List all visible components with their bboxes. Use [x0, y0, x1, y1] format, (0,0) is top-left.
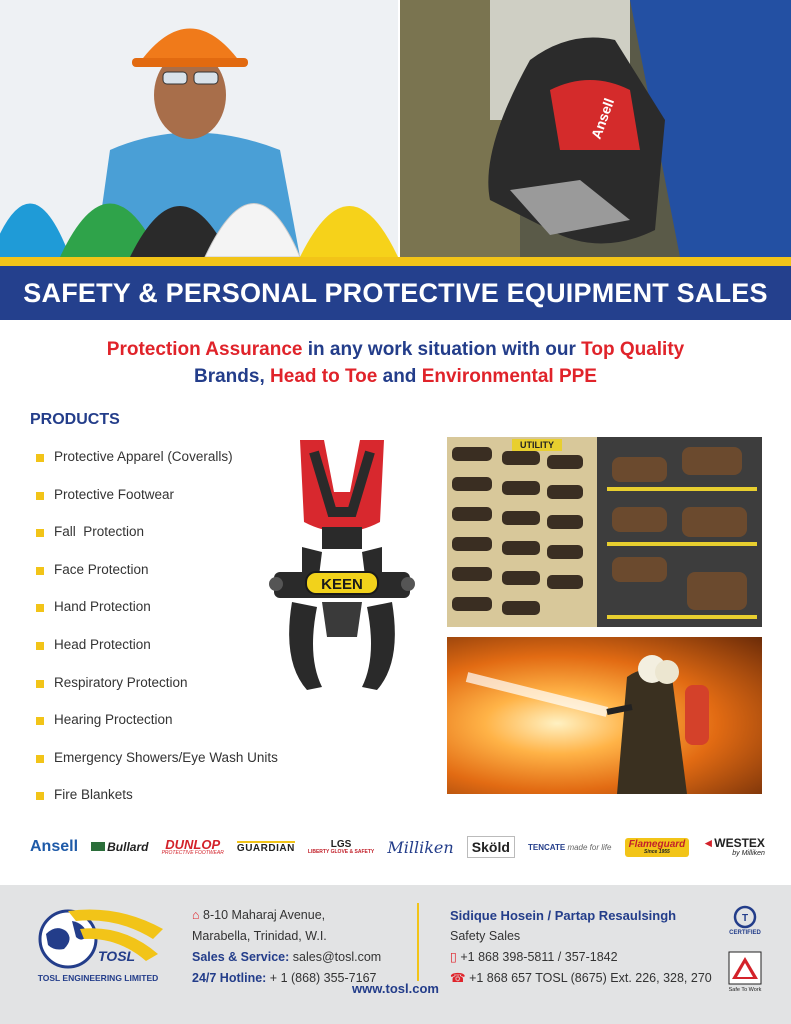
list-item: Fall Protection — [36, 524, 278, 562]
contact-names: Sidique Hosein / Partap Resaulsingh — [450, 908, 677, 923]
brand-skold: Sköld — [467, 836, 515, 858]
bullard-logo-icon — [91, 842, 105, 851]
square-bullet-icon — [36, 604, 44, 612]
tagline-brands: Brands, — [194, 366, 271, 387]
title-band — [0, 266, 791, 320]
square-bullet-icon — [36, 529, 44, 537]
home-icon: ⌂ — [192, 908, 200, 922]
svg-text:T: T — [741, 913, 749, 924]
photo-glove — [400, 0, 791, 257]
safe-to-work-label: Safe To Work — [728, 987, 762, 993]
tagline-protection-assurance: Protection Assurance — [106, 339, 303, 360]
tagline-environmental-ppe: Environmental PPE — [421, 366, 597, 387]
certification-badges — [724, 905, 766, 1000]
tagline — [0, 336, 791, 390]
shelf-sign-label: UTILITY — [520, 440, 554, 450]
footer — [0, 885, 791, 1024]
square-bullet-icon — [36, 717, 44, 725]
photo-firefighters — [447, 637, 762, 794]
hotline-number[interactable]: + 1 (868) 355-7167 — [266, 971, 377, 985]
brand-guardian: GUARDIAN — [236, 842, 295, 854]
phone-number[interactable]: +1 868 657 TOSL (8675) Ext. 226, 328, 270 — [469, 971, 712, 985]
photo-footwear-display — [447, 437, 762, 627]
list-item: Hearing Proctection — [36, 712, 278, 750]
brand-lgs: LGS LIBERTY GLOVE & SAFETY — [307, 838, 375, 855]
tagline-text-1: in any work situation with our — [302, 339, 582, 360]
list-item: Respiratory Protection — [36, 675, 278, 713]
list-item: Hand Protection — [36, 599, 278, 637]
square-bullet-icon — [36, 680, 44, 688]
list-item: Emergency Showers/Eye Wash Units — [36, 750, 278, 788]
website-link[interactable]: www.tosl.com — [352, 981, 439, 996]
harness-brand-label: KEEN — [321, 576, 363, 593]
footer-divider — [417, 903, 419, 981]
tosl-logo — [28, 899, 168, 989]
list-item: Face Protection — [36, 562, 278, 600]
square-bullet-icon — [36, 567, 44, 575]
westex-logo-icon: ◄ — [702, 835, 715, 850]
brand-dunlop: DUNLOP PROTECTIVE FOOTWEAR — [161, 837, 224, 856]
square-bullet-icon — [36, 642, 44, 650]
photo-worker-hardhats — [0, 0, 398, 257]
list-item: Head Protection — [36, 637, 278, 675]
tosl-logo-text: TOSL — [98, 948, 136, 964]
brand-flameguard: Flameguard Since 1955 — [625, 838, 690, 857]
contact-dept: Safety Sales — [450, 929, 521, 943]
square-bullet-icon — [36, 755, 44, 763]
tagline-head-to-toe: Head to Toe — [270, 366, 378, 387]
page-title: SAFETY & PERSONAL PROTECTIVE EQUIPMENT SALES — [23, 277, 768, 308]
square-bullet-icon — [36, 792, 44, 800]
contact-block — [450, 905, 712, 989]
brand-bullard: Bullard — [91, 840, 148, 854]
products-list — [36, 449, 278, 825]
list-item: Protective Footwear — [36, 487, 278, 525]
tagline-top-quality: Top Quality — [581, 339, 685, 360]
harness-image — [262, 432, 422, 702]
telephone-icon: ☎ — [450, 971, 466, 985]
address-block: ⌂ 8-10 Maharaj Avenue, Marabella, Trinidad, W.I. Sales & Service: sales@tosl.com 24/7 Hotline: + 1 (868) 355-7167 — [192, 908, 382, 985]
square-bullet-icon — [36, 492, 44, 500]
brand-milliken: Milliken — [387, 837, 454, 857]
brand-logo-strip — [30, 832, 765, 862]
products-heading: PRODUCTS — [30, 411, 120, 428]
company-name: TOSL ENGINEERING LIMITED — [37, 973, 159, 983]
mobile-phone-icon: ▯ — [450, 950, 457, 964]
sales-email[interactable]: sales@tosl.com — [289, 950, 382, 964]
list-item: Fire Blankets — [36, 787, 278, 825]
brand-westex: ◄WESTEX by Milliken — [702, 835, 765, 857]
brand-ansell: Ansell — [30, 838, 79, 855]
hotline-label: 24/7 Hotline: — [192, 971, 267, 985]
sales-label: Sales & Service: — [192, 950, 290, 964]
list-item: Protective Apparel (Coveralls) — [36, 449, 278, 487]
certified-label: CERTIFIED — [729, 930, 761, 936]
mobile-number[interactable]: +1 868 398-5811 / 357-1842 — [460, 950, 618, 964]
gold-rule — [0, 257, 791, 266]
tagline-and: and — [377, 366, 422, 387]
square-bullet-icon — [36, 454, 44, 462]
brand-tencate: TENCATE made for life — [528, 842, 612, 852]
glove-brand-label: Ansell — [587, 96, 618, 142]
